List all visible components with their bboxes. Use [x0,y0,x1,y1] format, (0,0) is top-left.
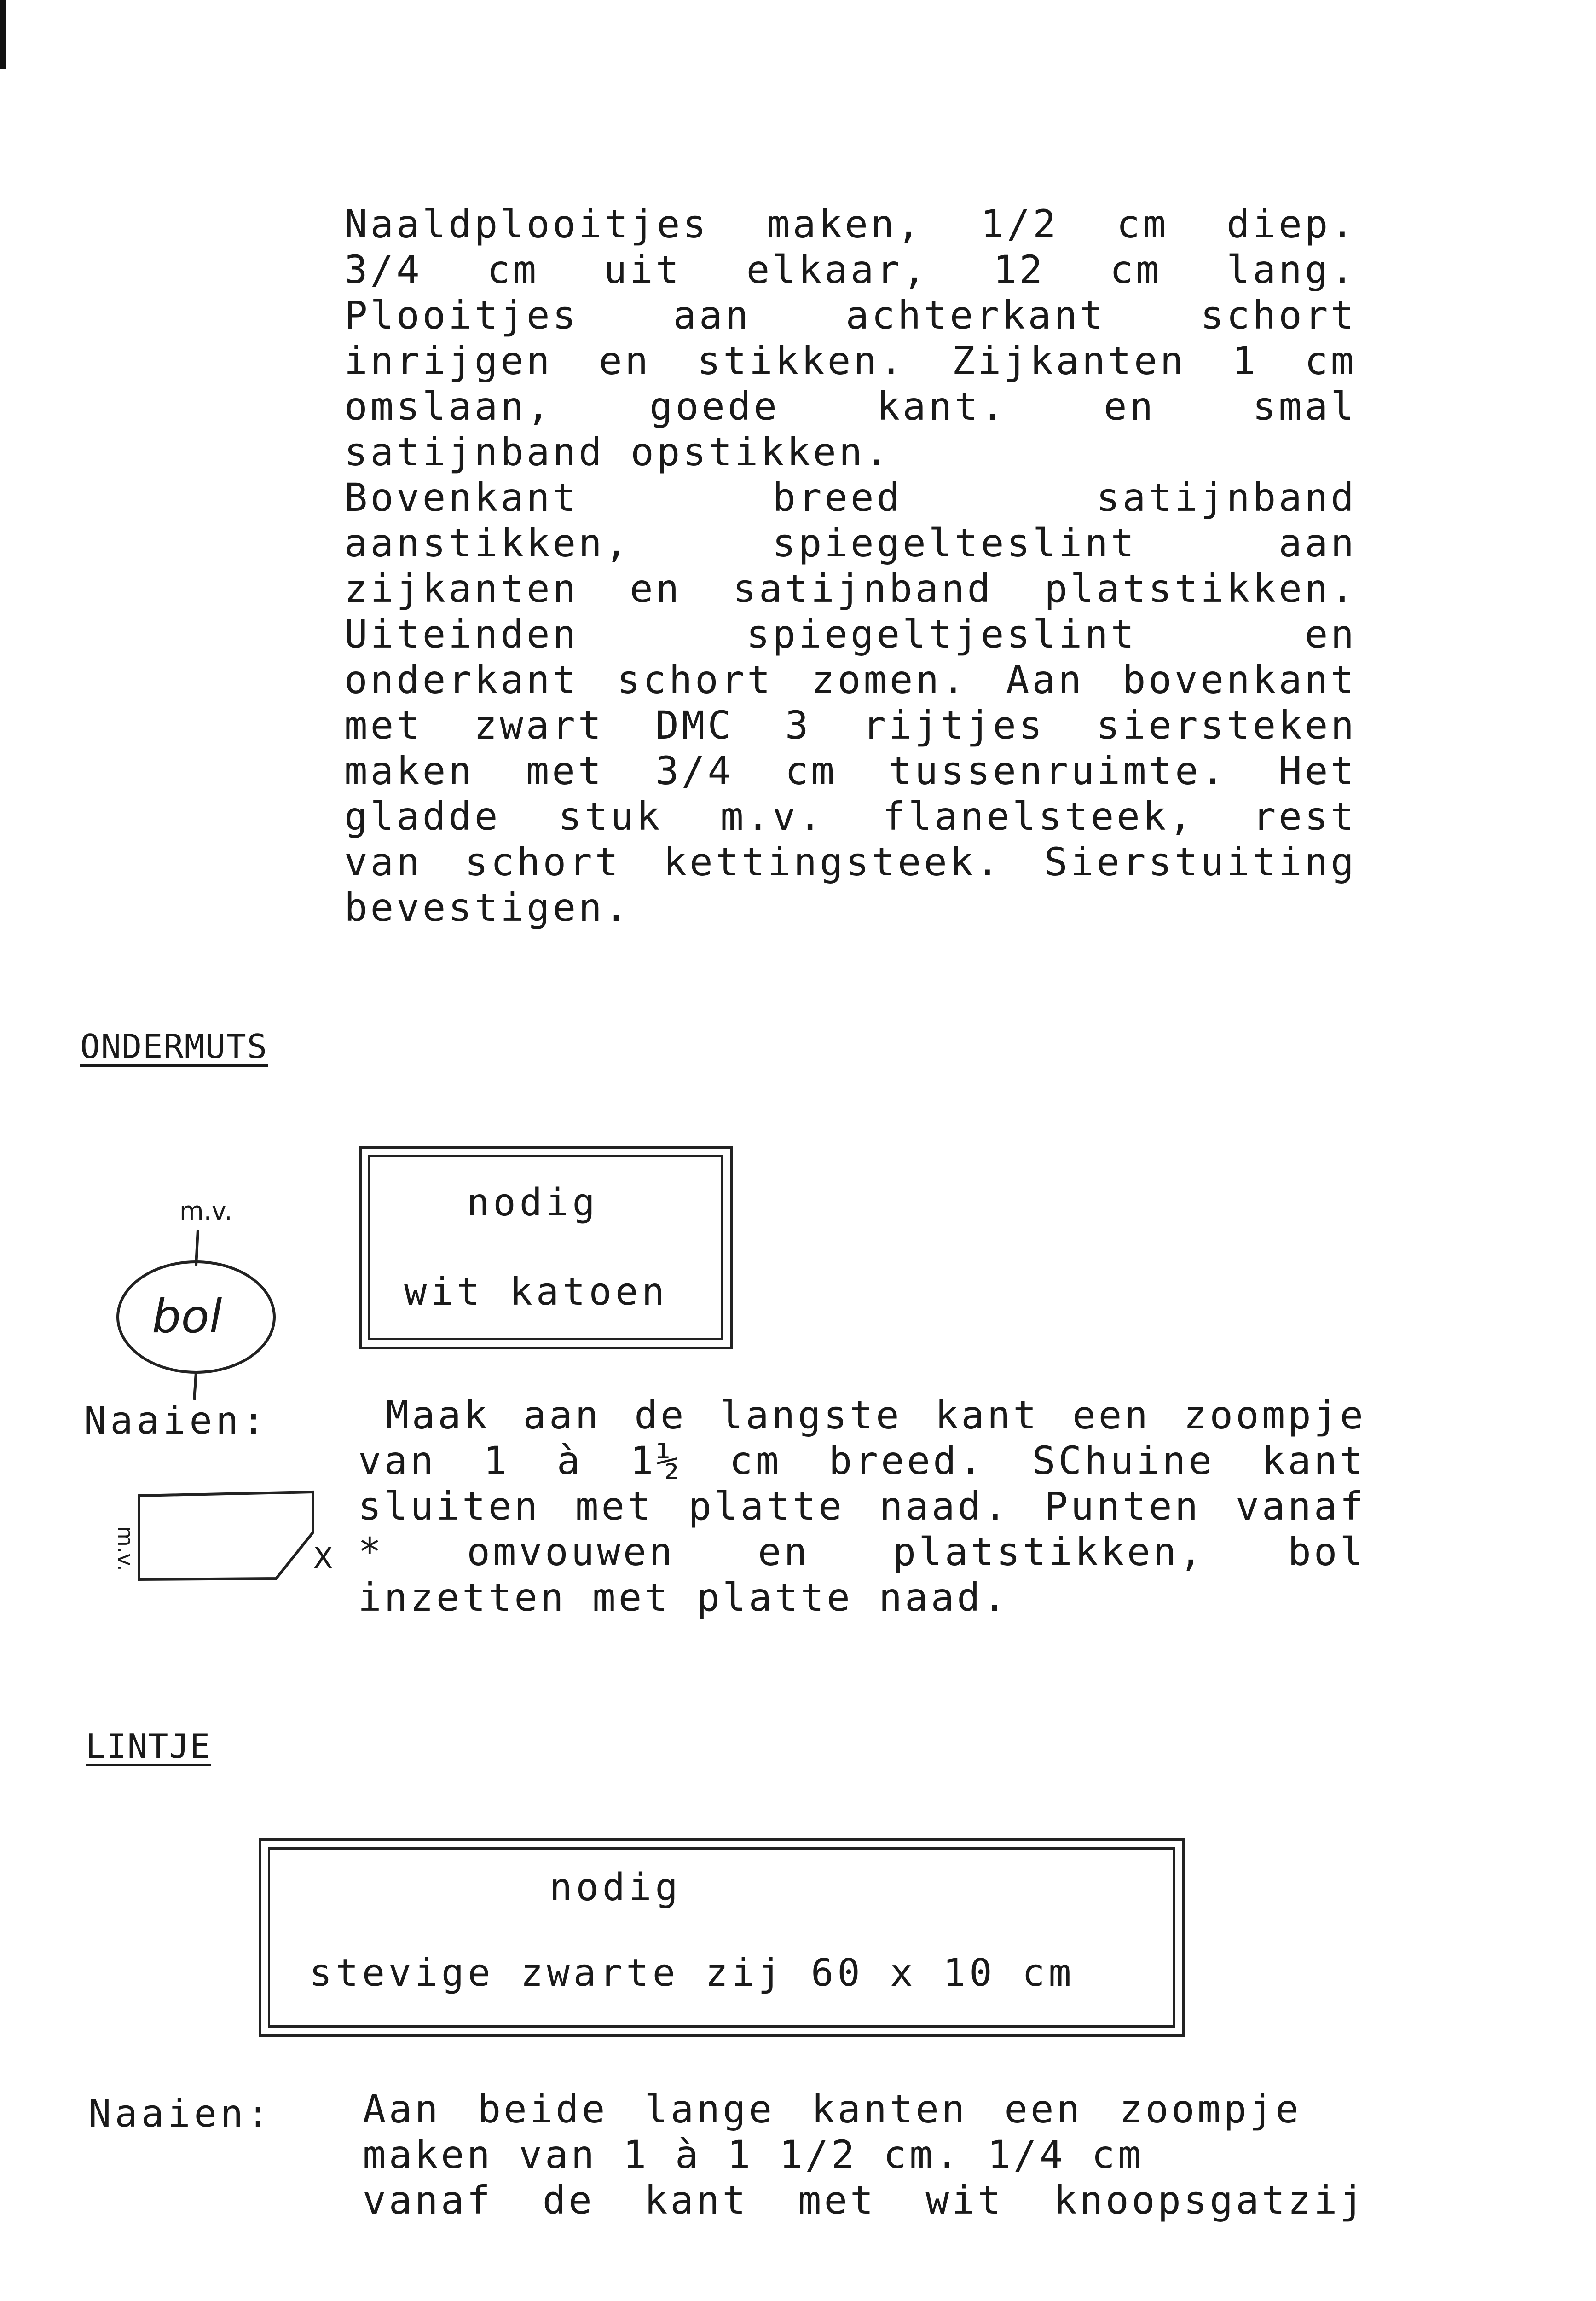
intro-line: Bovenkant breed satijnband [344,475,1357,520]
intro-line: Naaldplooitjes maken, 1/2 cm diep. [344,202,1357,247]
instruction-line: Aan beide lange kanten een zoompje [363,2087,1301,2132]
intro-line: maken met 3/4 cm tussenruimte. Het [344,748,1357,793]
intro-line: van schort kettingsteek. Sierstuiting [344,839,1357,885]
intro-line: aanstikken, spiegelteslint aan [344,520,1357,566]
instruction-line: Maak aan de langste kant een zoompje [386,1393,1366,1438]
instruction-line: sluiten met platte naad. Punten vanaf [358,1484,1366,1529]
lintje-instructions [363,2087,1366,2223]
ondermuts-instructions [358,1393,1366,1620]
sketch-piece-side-label: m.v. [113,1526,138,1571]
sketch-piece [113,1482,353,1601]
intro-line: zijkanten en satijnband platstikken. [344,566,1357,611]
intro-line: inrijgen en stikken. Zijkanten 1 cm [344,338,1357,383]
nodig-box-item: wit katoen [404,1270,668,1314]
intro-line: omslaan, goede kant. en smal [344,384,1357,429]
intro-line: 3/4 cm uit elkaar, 12 cm lang. [344,247,1357,292]
instruction-line: inzetten met platte naad. [358,1575,1009,1620]
nodig-box-lintje-inner-border [268,1847,1175,2028]
section-heading-lintje: LINTJE [86,1727,211,1765]
nodig-box [359,1146,733,1349]
intro-line: satijnband opstikken. [344,429,891,474]
intro-line: bevestigen. [344,885,631,930]
section-heading-ondermuts: ONDERMUTS [80,1027,268,1066]
naaien-label: Naaien: [84,1399,269,1443]
instruction-line: * omvouwen en platstikken, bol [358,1529,1366,1574]
sketch-bol [106,1187,290,1408]
intro-line: onderkant schort zomen. Aan bovenkant [344,657,1357,702]
instruction-line: vanaf de kant met wit knoopsgatzij [363,2178,1366,2223]
scan-margin-mark [0,0,6,69]
naaien-label-lintje: Naaien: [88,2092,273,2136]
instruction-line: van 1 à 1½ cm breed. SChuine kant [358,1438,1366,1483]
sketch-piece-marker: X [313,1542,333,1576]
intro-paragraph [344,202,1357,931]
intro-line: gladde stuk m.v. flanelsteek, rest [344,794,1357,839]
instruction-line: maken van 1 à 1 1/2 cm. 1/4 cm [363,2132,1144,2177]
sketch-bol-circle-label: bol [152,1289,222,1343]
intro-line: Uiteinden spiegeltjeslint en [344,612,1357,657]
nodig-box-lintje [259,1838,1185,2037]
nodig-box-lintje-item: stevige zwarte zij 60 x 10 cm [309,1951,1075,1995]
sketch-bol-top-label: m.v. [179,1197,232,1226]
intro-line: met zwart DMC 3 rijtjes siersteken [344,703,1357,748]
nodig-box-title: nodig [467,1181,599,1225]
intro-line: Plooitjes aan achterkant schort [344,293,1357,338]
nodig-box-lintje-title: nodig [549,1866,682,1909]
